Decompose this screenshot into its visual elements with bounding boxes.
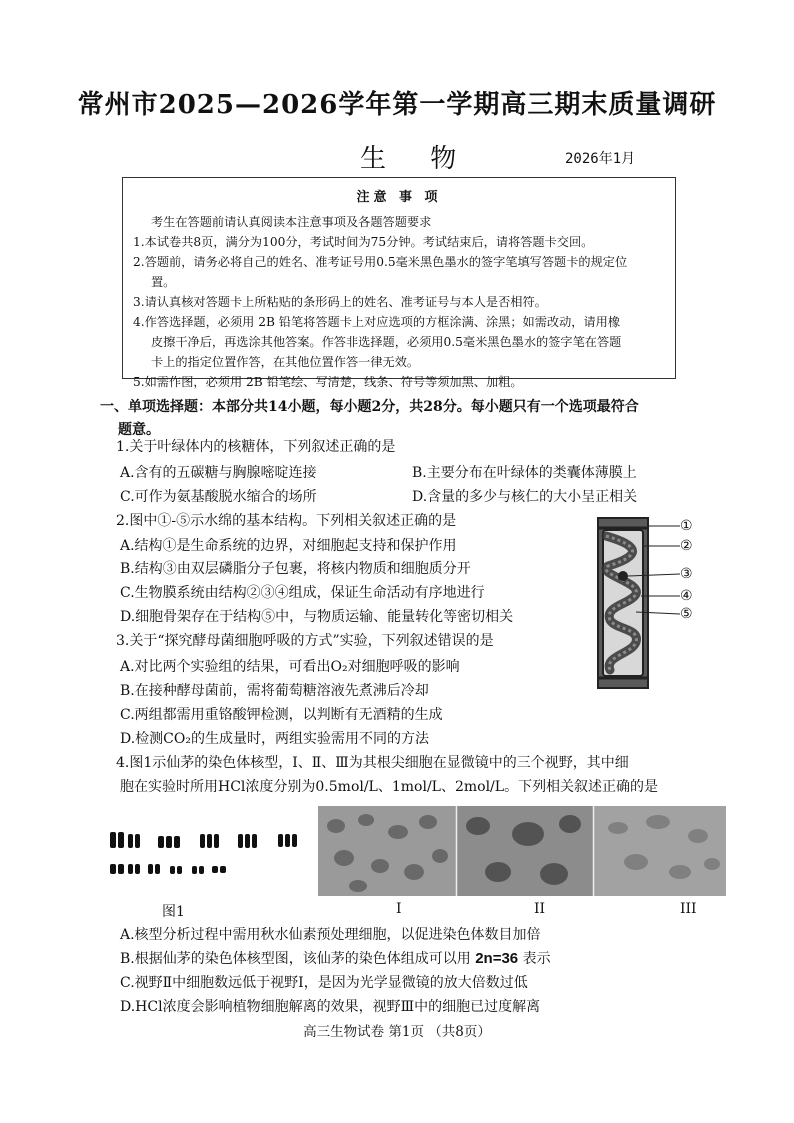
q2-option-b: B.结构③由双层磷脂分子包裹，将核内物质和细胞质分开 [120,561,471,577]
fig-label-5: ⑤ [680,606,693,622]
notice-title: 注意 事 项 [356,190,442,205]
notice-item: 卡上的指定位置作答，在其他位置作答一律无效。 [151,355,420,369]
q1-option-d: D.含量的多少与核仁的大小呈正相关 [412,489,638,505]
q1-option-b: B.主要分布在叶绿体的类囊体薄膜上 [412,465,637,481]
q2-option-c: C.生物膜系统由结构②③④组成，保证生命活动有序地进行 [120,585,485,601]
q4-option-c: C.视野Ⅱ中细胞数远低于视野Ⅰ，是因为光学显微镜的放大倍数过低 [120,975,528,991]
view-label-2: II [534,901,546,917]
q3-option-b: B.在接种酵母菌前，需将葡萄糖溶液先煮沸后冷却 [120,683,429,699]
q2-option-a: A.结构①是生命系统的边界，对细胞起支持和保护作用 [120,538,457,554]
notice-item: 5.如需作图，必须用 2B 铅笔绘、写清楚，线条、符号等须加黑、加粗。 [133,375,523,389]
question-1-stem: 1.关于叶绿体内的核糖体，下列叙述正确的是 [116,439,396,455]
notice-item: 皮擦干净后，再选涂其他答案。作答非选择题，必须用0.5毫米黑色墨水的签字笔在答题 [151,335,622,349]
q4-option-b [120,948,551,968]
notice-item: 1.本试卷共8页，满分为100分，考试时间为75分钟。考试结束后，请将答题卡交回。 [133,235,594,249]
page-footer: 高三生物试卷 第1页 （共8页） [303,1024,491,1040]
notice-item: 3.请认真核对答题卡上所粘贴的条形码上的姓名、准考证号与本人是否相符。 [133,295,547,309]
question-4-stem: 4.图1示仙茅的染色体核型，Ⅰ、Ⅱ、Ⅲ为其根尖细胞在显微镜中的三个视野，其中细 [116,755,629,771]
q3-option-c: C.两组都需用重铬酸钾检测，以判断有无酒精的生成 [120,707,443,723]
q2-option-d: D.细胞骨架存在于结构⑤中，与物质运输、能量转化等密切相关 [120,609,514,625]
q3-option-d: D.检测CO₂的生成量时，两组实验需用不同的方法 [120,731,429,747]
notice-item: 4.作答选择题，必须用 2B 铅笔将答题卡上对应选项的方框涂满、涂黑；如需改动，请用橡 [133,315,621,329]
q1-option-a: A.含有的五碳糖与胸腺嘧啶连接 [120,465,317,481]
q4-option-b-formula: 2n=36 [475,950,519,967]
q1-option-c: C.可作为氨基酸脱水缩合的场所 [120,489,317,505]
fig-label-1: ① [680,518,693,534]
notice-item: 置。 [151,275,176,289]
q4-option-a: A.核型分析过程中需用秋水仙素预处理细胞，以促进染色体数目加倍 [120,927,541,943]
notice-body [133,212,667,392]
karyotype-figure [108,830,318,888]
section-heading: 一、单项选择题：本部分共14小题，每小题2分，共28分。每小题只有一个选项最符合 [100,399,639,415]
exam-title: 常州市2025—2026学年第一学期高三期末质量调研 [77,90,717,120]
notice-intro: 考生在答题前请认真阅读本注意事项及各题答题要求 [151,215,432,229]
fig-label-4: ④ [680,588,693,604]
exam-date: 2026年1月 [565,151,636,167]
q4-option-d: D.HCl浓度会影响植物细胞解离的效果，视野Ⅲ中的细胞已过度解离 [120,999,541,1015]
notice-box [122,177,676,389]
q4-option-b-text: B.根据仙茅的染色体核型图，该仙茅的染色体组成可以用 [120,951,471,967]
fig-label-2: ② [680,538,693,554]
question-3-stem: 3.关于“探究酵母菌细胞呼吸的方式”实验，下列叙述错误的是 [116,633,494,649]
q3-option-a: A.对比两个实验组的结果，可看出O₂对细胞呼吸的影响 [120,659,460,675]
view-label-3: III [680,901,697,917]
notice-item: 2.答题前，请务必将自己的姓名、准考证号用0.5毫米黑色墨水的签字笔填写答题卡的规定位 [133,255,628,269]
question-4-stem-cont: 胞在实验时所用HCl浓度分别为0.5mol/L、1mol/L、2mol/L。下列相关叙述正确的是 [120,779,659,795]
subject-title: 生 物 [360,144,475,174]
section-heading-cont: 题意。 [118,422,160,438]
view-label-1: I [396,901,402,917]
fig-label-3: ③ [680,566,693,582]
question-2-stem: 2.图中①-⑤示水绵的基本结构。下列相关叙述正确的是 [116,513,457,529]
fig1-label: 图1 [162,904,185,920]
q4-option-b-tail: 表示 [522,951,551,967]
micrograph-views [318,806,726,896]
